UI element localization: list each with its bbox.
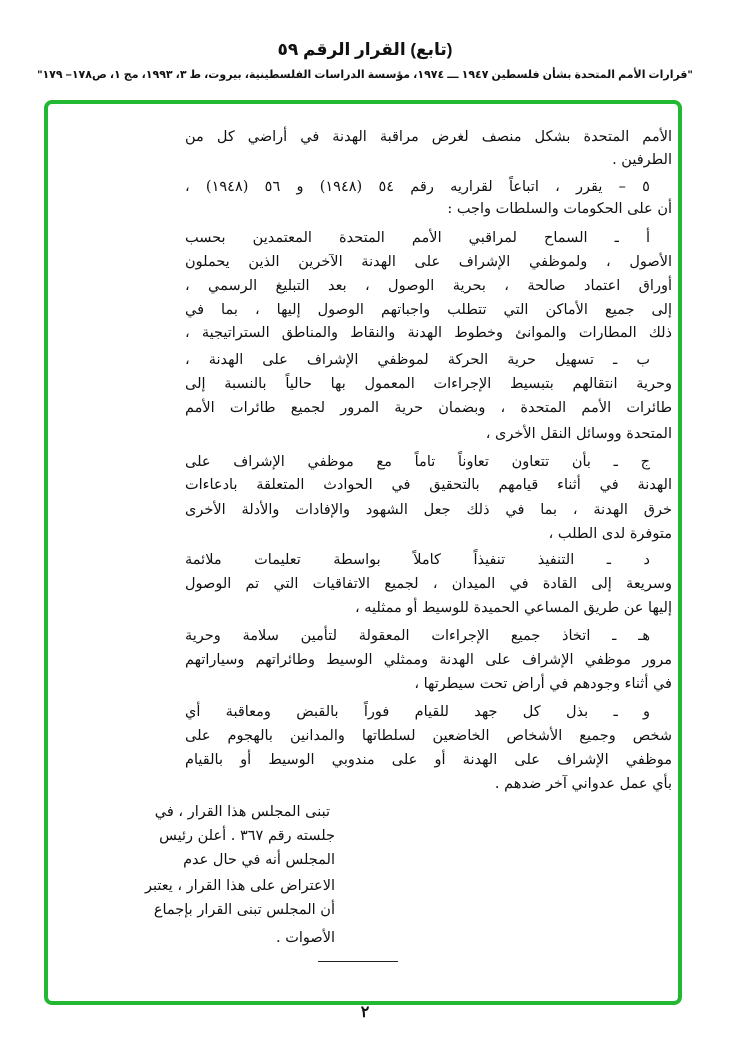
text-line: متوفرة لدى الطلب ، xyxy=(548,526,672,542)
text-line: بأي عمل عدواني آخر ضدهم . xyxy=(494,776,672,792)
text-line: إليها عن طريق المساعي الحميدة للوسيط أو ممثليه ، xyxy=(354,600,672,616)
text-line: طائرات الأمم المتحدة ، وبضمان حرية المرور لجميع طائرات الأمم xyxy=(185,400,672,416)
text-line: في أثناء وجودهم في أراض تحت سيطرتها ، xyxy=(414,676,672,692)
page-title: (تابع) القرار الرقم ٥٩ xyxy=(277,40,453,59)
text-line: و ـ بذل كل جهد للقيام فوراً بالقبض ومعاقبة أي xyxy=(185,704,650,720)
text-line: ب ـ تسهيل حرية الحركة لموظفي الإشراف على الهدنة ، xyxy=(185,352,650,368)
text-line: مرور موظفي الإشراف على الهدنة وممثلي الوسيط وطائراتهم وسياراتهم xyxy=(185,652,672,668)
text-line: ٥ – يقرر ، اتباعاً لقراريه رقم ٥٤ (١٩٤٨) و ٥٦ (١٩٤٨) ، xyxy=(185,179,650,195)
text-line: وحرية انتقالهم بتبسيط الإجراءات المعمول بها حالياً بالنسبة إلى xyxy=(185,376,672,392)
text-line: د ـ التنفيذ تنفيذاً كاملاً بواسطة تعليمات ملائمة xyxy=(185,552,650,568)
text-line: إلى جميع الأماكن التي تتطلب واجباتهم الوصول إليها ، بما في xyxy=(185,302,672,318)
adoption-note-line: الأصوات . xyxy=(276,930,335,946)
text-line: أن على الحكومات والسلطات واجب : xyxy=(447,201,672,217)
text-line: أوراق اعتماد صالحة ، بحرية الوصول ، بعد التبليغ الرسمي ، xyxy=(185,278,672,294)
adoption-note-line: جلسته رقم ٣٦٧ . أعلن رئيس xyxy=(159,828,335,844)
text-line: ج ـ بأن تتعاون تعاوناً تاماً مع موظفي الإشراف على xyxy=(185,454,650,470)
adoption-note-line: أن المجلس تبنى القرار بإجماع xyxy=(153,902,335,918)
adoption-note-line: تبنى المجلس هذا القرار ، في xyxy=(154,804,330,820)
source-citation: "قرارات الأمم المتحدة بشأن فلسطين ١٩٤٧ ـــ ١٩٧٤، مؤسسة الدراسات الفلسطينية، بيروت، ط ٣، ١٩٩٣، مج ١، ص١٧٨– ١٧٩" xyxy=(37,69,693,81)
text-line: الهدنة في أثناء قيامهم بالتحقيق في الحوادث المتعلقة بادعاءات xyxy=(185,477,672,493)
adoption-note-line: الاعتراض على هذا القرار ، يعتبر xyxy=(144,878,335,894)
separator-rule xyxy=(318,961,398,962)
adoption-note-line: المجلس أنه في حال عدم xyxy=(183,852,335,868)
text-line: هـ ـ اتخاذ جميع الإجراءات المعقولة لتأمين سلامة وحرية xyxy=(185,628,650,644)
text-line: الأمم المتحدة بشكل منصف لغرض مراقبة الهدنة في أراضي كل من xyxy=(185,129,672,145)
text-line: شخص وجميع الأشخاص الخاضعين لسلطاتها والمدانين بالهجوم على xyxy=(185,728,672,744)
text-line: موظفي الإشراف على الهدنة أو على مندوبي الوسيط أو بالقيام xyxy=(185,752,672,768)
text-line: المتحدة ووسائل النقل الأخرى ، xyxy=(485,426,672,442)
text-line: أ ـ السماح لمراقبي الأمم المتحدة المعتمدين بحسب xyxy=(185,230,650,246)
text-line: الأصول ، ولموظفي الإشراف على الهدنة الآخرين الذين يحملون xyxy=(185,254,672,270)
text-line: ذلك المطارات والموانئ وخطوط الهدنة والنقاط والمناطق الستراتيجية ، xyxy=(185,325,672,341)
text-line: وسريعة إلى القادة في الميدان ، لجميع الاتفاقيات التي تم الوصول xyxy=(185,576,672,592)
text-line: خرق الهدنة ، بما في ذلك جعل الشهود والإفادات والأدلة الأخرى xyxy=(185,502,672,518)
text-line: الطرفين . xyxy=(612,152,672,168)
page-number: ٢ xyxy=(360,1002,370,1021)
